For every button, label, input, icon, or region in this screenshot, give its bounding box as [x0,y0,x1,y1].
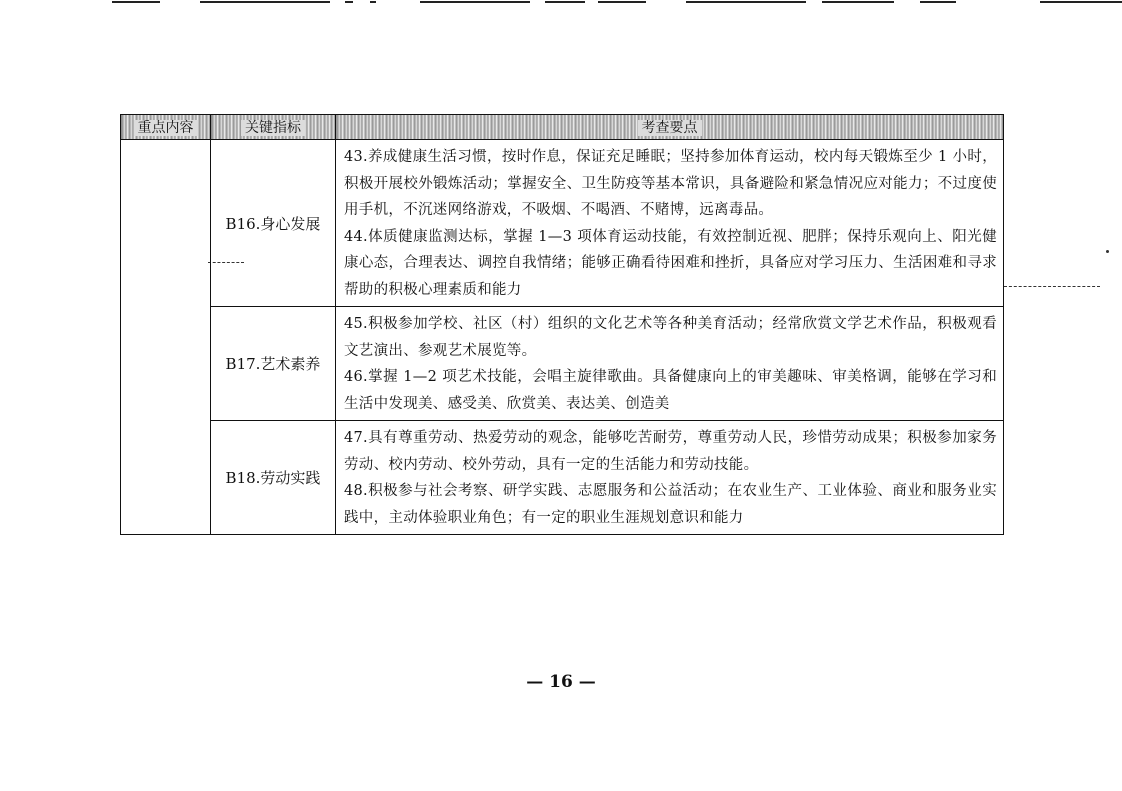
scan-artifact-dash [1004,286,1100,288]
check-points-cell [336,421,1004,535]
table-header-row [121,115,1004,140]
page-number: — 16 — [526,672,596,692]
table-row [121,140,1004,307]
key-content-cell [121,140,211,535]
indicator-cell: B17.艺术素养 [211,307,336,421]
table-row [121,307,1004,421]
check-point-item: 47.具有尊重劳动、热爱劳动的观念，能够吃苦耐劳，尊重劳动人民，珍惜劳动成果；积极参加家务劳动、校内劳动、校外劳动，具有一定的生活能力和劳动技能。 [344,430,997,473]
check-point-item: 43.养成健康生活习惯，按时作息，保证充足睡眠；坚持参加体育运动，校内每天锻炼至少 1 小时，积极开展校外锻炼活动；掌握安全、卫生防疫等基本常识，具备避险和紧急情况应对能力；不过度使用手机，不沉迷网络游戏，不吸烟、不喝酒、不赌博，远离毒品。 [344,149,997,218]
scan-top-edge-marks [0,0,1122,8]
evaluation-table [120,114,1004,535]
check-point-item: 45.积极参加学校、社区（村）组织的文化艺术等各种美育活动；经常欣赏文学艺术作品，积极观看文艺演出、参观艺术展览等。 [344,316,997,359]
header-check-points: 考查要点 [336,115,1004,140]
check-point-item: 44.体质健康监测达标，掌握 1—3 项体育运动技能，有效控制近视、肥胖；保持乐观向上、阳光健康心态，合理表达、调控自我情绪；能够正确看待困难和挫折，具备应对学习压力、生活困难和寻求帮助的积极心理素质和能力 [344,228,997,298]
indicator-cell: B18.劳动实践 [211,421,336,535]
check-points-cell [336,307,1004,421]
check-point-item: 48.积极参与社会考察、研学实践、志愿服务和公益活动；在农业生产、工业体验、商业和服务业实践中，主动体验职业角色；有一定的职业生涯规划意识和能力 [344,483,997,526]
header-key-indicator: 关键指标 [211,115,336,140]
scan-artifact-dot [1106,250,1109,253]
header-key-content: 重点内容 [121,115,211,140]
table-row [121,421,1004,535]
check-points-cell [336,140,1004,307]
indicator-cell: B16.身心发展 [211,140,336,307]
check-point-item: 46.掌握 1—2 项艺术技能，会唱主旋律歌曲。具备健康向上的审美趣味、审美格调，能够在学习和生活中发现美、感受美、欣赏美、表达美、创造美 [344,369,997,412]
